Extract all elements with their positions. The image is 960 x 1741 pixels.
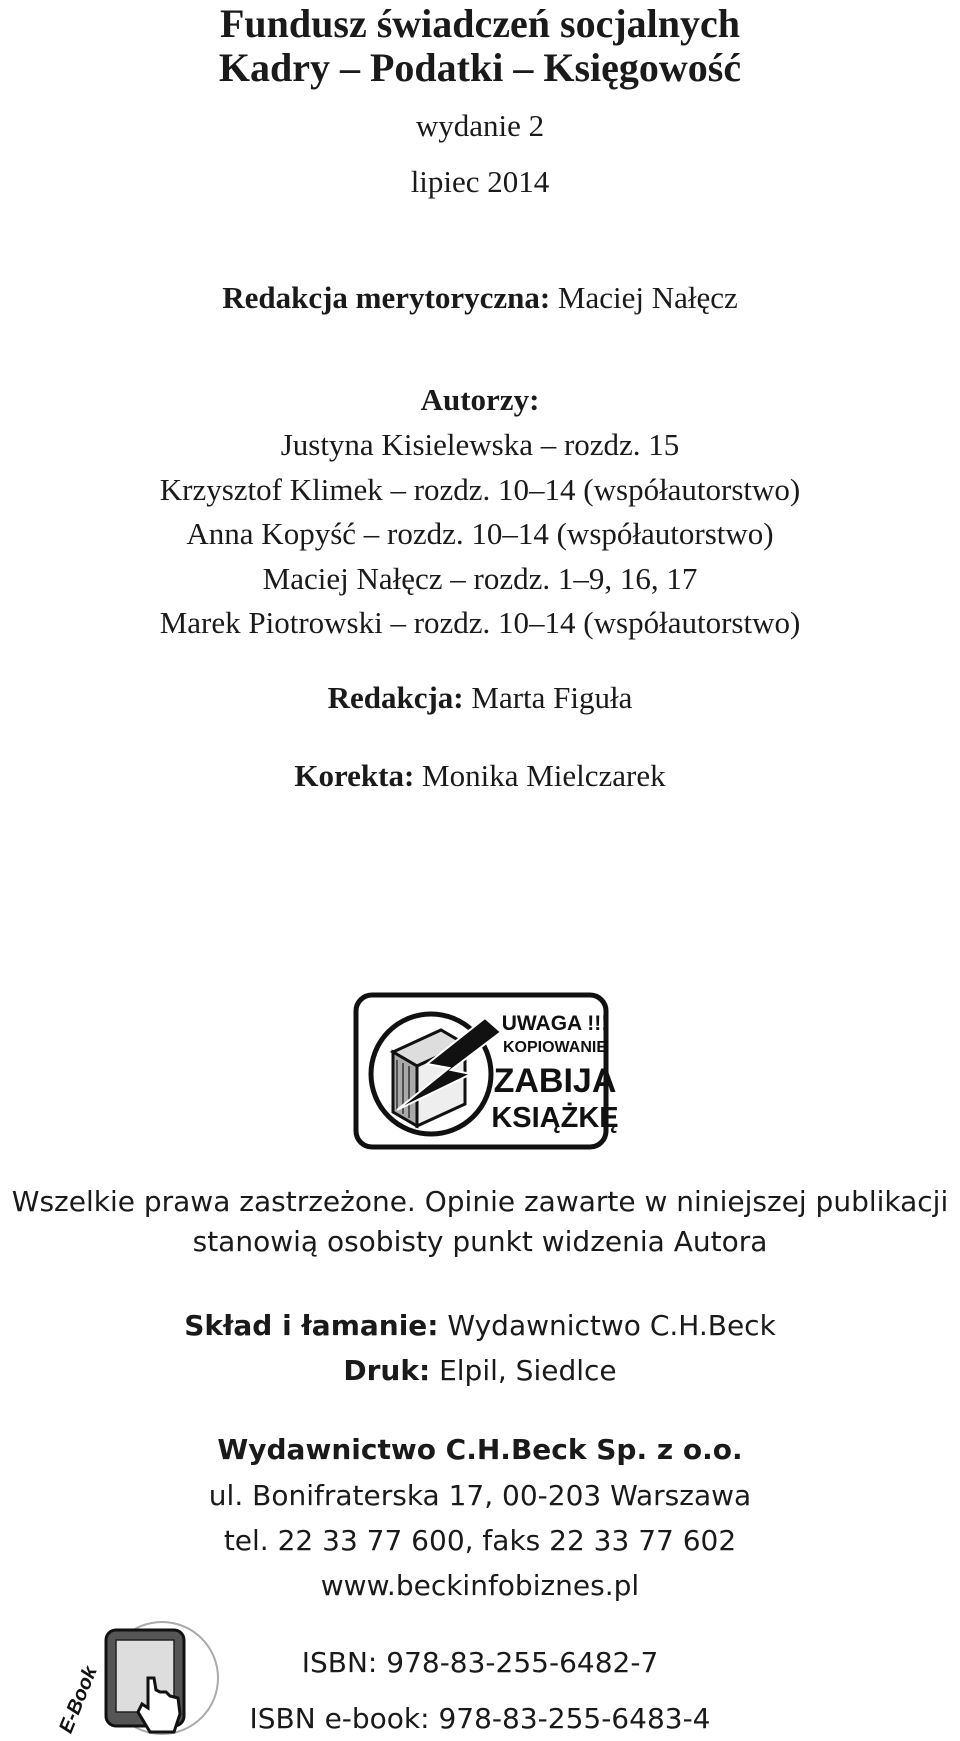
rights-line-2: stanowią osobisty punkt widzenia Autora: [192, 1225, 768, 1258]
publisher-address: ul. Bonifraterska 17, 00-203 Warszawa: [208, 1479, 752, 1512]
isbn-print: ISBN: 978-83-255-6482-7: [301, 1646, 659, 1679]
isbn-ebook: ISBN e-book: 978-83-255-6483-4: [249, 1702, 711, 1735]
edition: wydanie 2: [415, 108, 545, 143]
publisher-website[interactable]: www.beckinfobiznes.pl: [320, 1569, 640, 1602]
proofreading: [0, 758, 960, 794]
content-editor-label: Redakcja merytoryczna:: [222, 280, 551, 315]
ebook-label: E-Book: [55, 1663, 102, 1737]
logo-text-line-2: KOPIOWANIE: [502, 1039, 608, 1056]
publisher-phone: tel. 22 33 77 600, faks 22 33 77 602: [223, 1524, 737, 1557]
print-label: Druk:: [343, 1354, 431, 1387]
logo-text-line-4: KSIĄŻKĘ: [491, 1102, 619, 1134]
editor: [0, 680, 960, 716]
editor-value: Marta Figuła: [471, 680, 633, 715]
typesetting: [0, 1309, 960, 1342]
proofreading-label: Korekta:: [294, 758, 415, 793]
logo-text-line-3: ZABIJA: [493, 1062, 617, 1100]
content-editor: [0, 280, 960, 316]
title-line-2: Kadry – Podatki – Księgowość: [218, 45, 742, 90]
author-line: Krzysztof Klimek – rozdz. 10–14 (współautorstwo): [159, 472, 801, 507]
publisher-name: Wydawnictwo C.H.Beck Sp. z o.o.: [217, 1433, 743, 1466]
publication-date: lipiec 2014: [410, 164, 550, 199]
author-line: Marek Piotrowski – rozdz. 10–14 (współautorstwo): [159, 605, 801, 640]
rights-line-1: Wszelkie prawa zastrzeżone. Opinie zawarte w niniejszej publikacji: [11, 1185, 949, 1218]
title-line-1: Fundusz świadczeń socjalnych: [219, 1, 741, 46]
proofreading-value: Monika Mielczarek: [422, 758, 666, 793]
typesetting-value: Wydawnictwo C.H.Beck: [447, 1309, 776, 1342]
authors-heading: Autorzy:: [420, 382, 540, 417]
copying-kills-books-logo: [353, 992, 619, 1150]
print-value: Elpil, Siedlce: [439, 1354, 617, 1387]
author-line: Maciej Nałęcz – rozdz. 1–9, 16, 17: [262, 561, 698, 596]
typesetting-label: Skład i łamanie:: [184, 1309, 439, 1342]
logo-text-line-1: UWAGA !!!: [501, 1012, 609, 1035]
author-line: Anna Kopyść – rozdz. 10–14 (współautorstwo): [186, 516, 774, 551]
print: [0, 1354, 960, 1387]
editor-label: Redakcja:: [327, 680, 464, 715]
author-line: Justyna Kisielewska – rozdz. 15: [280, 427, 680, 462]
content-editor-value: Maciej Nałęcz: [557, 280, 738, 315]
